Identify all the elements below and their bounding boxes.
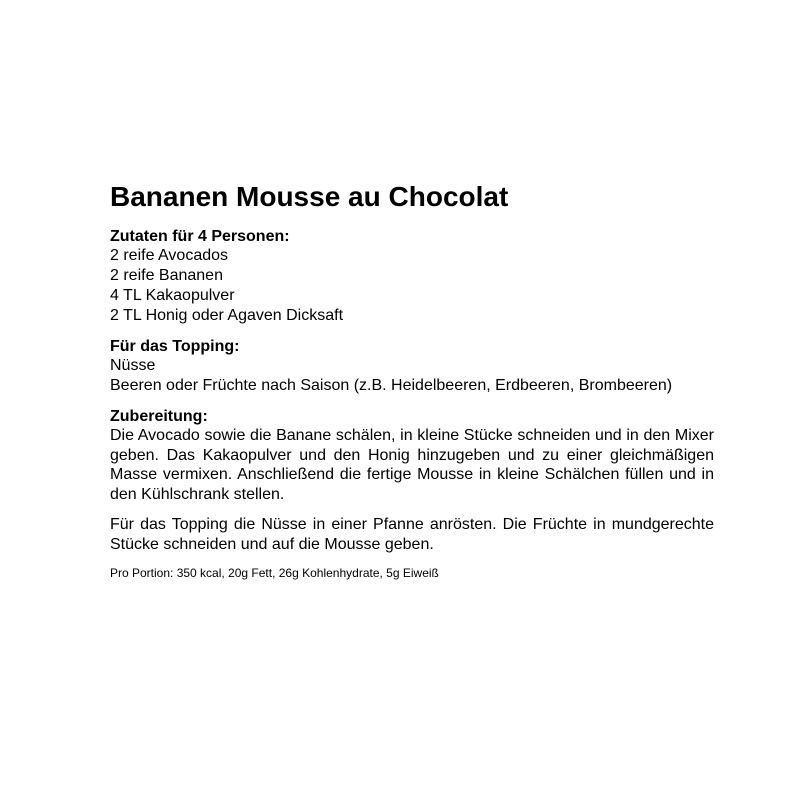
topping-item: Beeren oder Früchte nach Saison (z.B. Heidelbeeren, Erdbeeren, Brombeeren): [110, 377, 673, 394]
ingredient-item: 4 TL Kakaopulver: [110, 287, 235, 304]
preparation-heading: Zubereitung:: [110, 408, 208, 425]
preparation-paragraph: Die Avocado sowie die Banane schälen, in kleine Stücke schneiden und in den Mixer geben. Das Kakaopulver und den Honig hinzugeben und zu einer gleichmäßigen Masse vermixen. Anschließend die fertige Mousse in kleine Schälchen füllen und in den Kühlschrank stellen.: [110, 427, 714, 503]
recipe-title: Bananen Mousse au Chocolat: [110, 181, 509, 212]
preparation-paragraph: Für das Topping die Nüsse in einer Pfanne anrösten. Die Früchte in mundgerechte Stücke schneiden und auf die Mousse geben.: [110, 516, 714, 553]
topping-section: [110, 337, 714, 396]
ingredients-section: [110, 227, 714, 326]
topping-heading: Für das Topping:: [110, 338, 240, 355]
topping-item: Nüsse: [110, 357, 156, 374]
recipe-document: [110, 180, 714, 581]
preparation-section: [110, 407, 714, 554]
ingredient-item: 2 TL Honig oder Agaven Dicksaft: [110, 307, 344, 324]
ingredients-heading: Zutaten für 4 Personen:: [110, 228, 290, 245]
nutrition-info: Pro Portion: 350 kcal, 20g Fett, 26g Kohlenhydrate, 5g Eiweiß: [110, 566, 439, 580]
ingredient-item: 2 reife Bananen: [110, 267, 223, 284]
ingredient-item: 2 reife Avocados: [110, 247, 229, 264]
